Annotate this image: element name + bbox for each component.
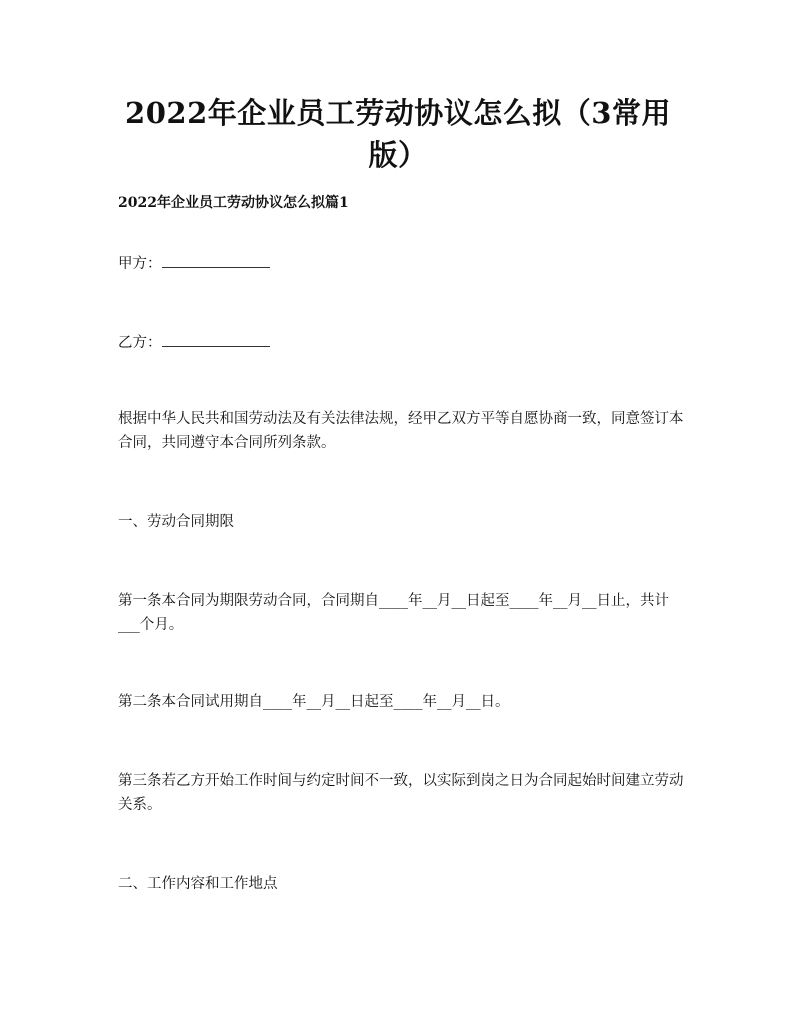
article-3: 第三条若乙方开始工作时间与约定时间不一致，以实际到岗之日为合同起始时间建立劳动关系。 bbox=[118, 773, 684, 813]
section-2-heading: 二、工作内容和工作地点 bbox=[118, 876, 278, 892]
article-2: 第二条本合同试用期自____年__月__日起至____年__月__日。 bbox=[118, 694, 510, 710]
party-b-line bbox=[118, 331, 270, 355]
document-subheading: 2022年企业员工劳动协议怎么拟篇1 bbox=[118, 195, 349, 211]
party-a-blank bbox=[162, 253, 270, 268]
party-b-label: 乙方： bbox=[118, 335, 162, 351]
article-1: 第一条本合同为期限劳动合同，合同期自____年__月__日起至____年__月__日止，共计___个月。 bbox=[118, 593, 669, 633]
section-1-heading: 一、劳动合同期限 bbox=[118, 514, 234, 530]
intro-paragraph: 根据中华人民共和国劳动法及有关法律法规，经甲乙双方平等自愿协商一致，同意签订本合同，共同遵守本合同所列条款。 bbox=[118, 411, 684, 451]
party-b-blank bbox=[162, 332, 270, 347]
party-a-label: 甲方： bbox=[118, 256, 162, 272]
document-title: 2022年企业员工劳动协议怎么拟（3常用版） bbox=[125, 96, 671, 172]
party-a-line bbox=[118, 252, 270, 276]
